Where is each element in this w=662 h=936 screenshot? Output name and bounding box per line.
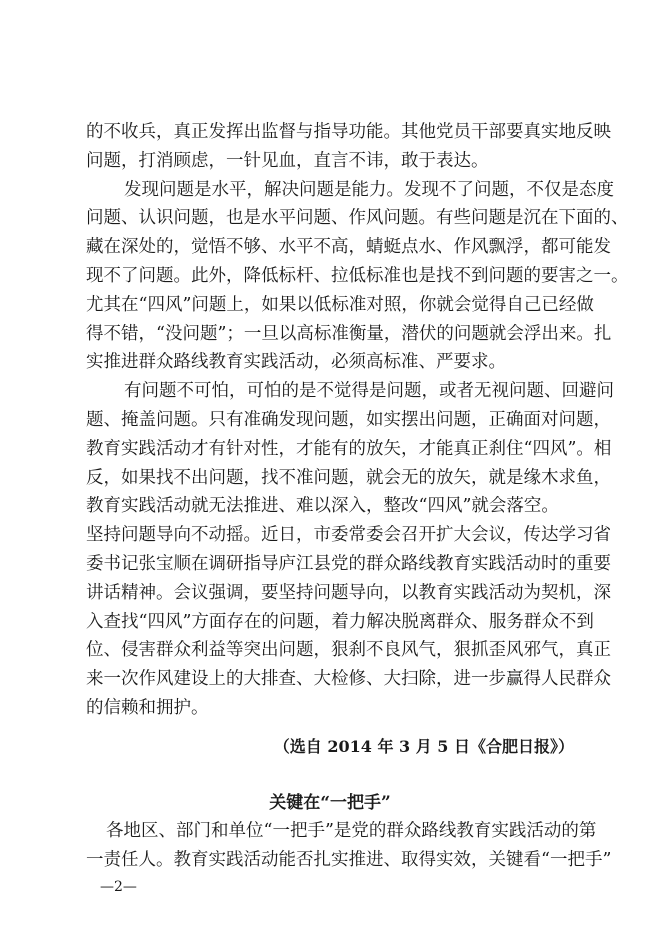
- text-line: 的不收兵，真正发挥出监督与指导功能。其他党员干部要真实地反映: [86, 122, 611, 142]
- text-line: 各地区、部门和单位“一把手”是党的群众路线教育实践活动的第: [106, 820, 597, 841]
- text-line: 问题，打消顾虑，一针见血，直言不讳，敢于表达。: [86, 150, 489, 171]
- document-body: [86, 118, 629, 874]
- text-line: 教育实践活动就无法推进、难以深入，整改“四风”就会落空。: [86, 496, 559, 517]
- article-section-2: [86, 817, 612, 875]
- text-line: 教育实践活动才有针对性，才能有的放矢，才能真正刹住“四风”。相: [86, 438, 612, 459]
- section-heading: 关键在“一把手”: [269, 792, 391, 813]
- text-line: 讲话精神。会议强调，要坚持问题导向，以教育实践活动为契机，深: [86, 582, 611, 603]
- text-line: 的信赖和拥护。: [86, 697, 209, 718]
- text-line: 现不了问题。此外，降低标杆、拉低标准也是找不到问题的要害之一。: [86, 265, 629, 286]
- text-line: 一责任人。教育实践活动能否扎实推进、取得实效，关键看“一把手”: [86, 849, 612, 870]
- text-line: 入查找“四风”方面存在的问题，着力解决脱离群众、服务群众不到: [86, 611, 594, 632]
- text-line: 题、掩盖问题。只有准确发现问题，如实摆出问题，正确面对问题，: [86, 409, 611, 430]
- text-line: 位、侵害群众利益等突出问题，狠刹不良风气，狠抓歪风邪气，真正: [86, 640, 611, 661]
- text-line: 藏在深处的，觉悟不够、水平不高，蜻蜓点水、作风飘浮，都可能发: [86, 237, 611, 258]
- text-line: 反，如果找不出问题，找不准问题，就会无的放矢，就是缘木求鱼，: [86, 467, 611, 488]
- text-line: 问题、认识问题，也是水平问题、作风问题。有些问题是沉在下面的、: [86, 208, 629, 229]
- text-line: 尤其在“四风”问题上，如果以低标准对照，你就会觉得自己已经做: [86, 294, 594, 315]
- page-number: —2—: [100, 879, 137, 895]
- source-citation: （选自 2014 年 3 月 5 日《合肥日报》）: [273, 736, 574, 756]
- text-line: 得不错，“没问题”；一旦以高标准衡量，潜伏的问题就会浮出来。扎: [86, 323, 612, 344]
- paragraph: [86, 377, 614, 521]
- text-line: 实推进群众路线教育实践活动，必须高标准、严要求。: [86, 352, 506, 373]
- text-line: 委书记张宝顺在调研指导庐江县党的群众路线教育实践活动时的重要: [86, 553, 611, 574]
- paragraph: [86, 118, 611, 176]
- text-line: 坚持问题导向不动摇。近日，市委常委会召开扩大会议，传达学习省: [86, 525, 611, 546]
- article-section-1: [86, 118, 629, 723]
- paragraph: [86, 817, 612, 875]
- text-line: 来一次作风建设上的大排查、大检修、大扫除，进一步赢得人民群众: [86, 669, 611, 690]
- paragraph: [86, 521, 611, 723]
- text-line: 有问题不可怕，可怕的是不觉得是问题，或者无视问题、回避问: [124, 381, 614, 402]
- text-line: 发现问题是水平，解决问题是能力。发现不了问题，不仅是态度: [124, 179, 614, 200]
- paragraph: [86, 176, 629, 378]
